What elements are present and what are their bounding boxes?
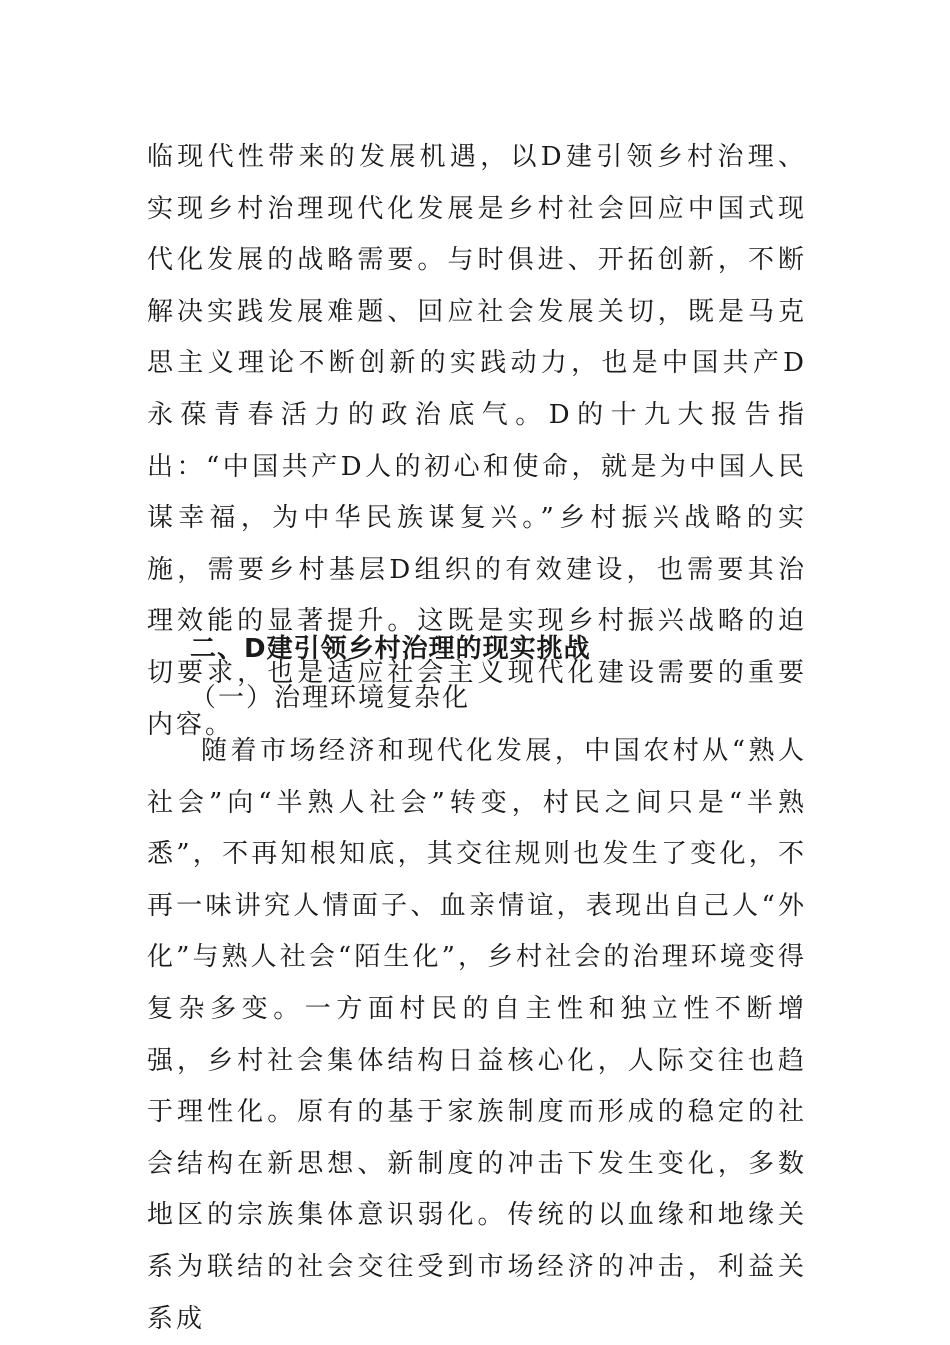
section-heading: 二、D建引领乡村治理的现实挑战 <box>190 634 591 664</box>
body-paragraph: 随着市场经济和现代化发展，中国农村从“熟人社会”向“半熟人社会”转变，村民之间只是“半熟悉”，不再知根知底，其交往规则也发生了变化，不再一味讲究人情面子、血亲情谊，表现出自己人“外化”与熟人社会“陌生化”，乡村社会的治理环境变得复杂多变。一方面村民的自主性和独立性不断增强，乡村社会集体结构日益核心化，人际交往也趋于理性化。原有的基于家族制度而形成的稳定的社会结构在新思想、新制度的冲击下发生变化，多数地区的宗族集体意识弱化。传统的以血缘和地缘关系为联结的社会交往受到市场经济的冲击，利益关系成 <box>147 736 807 1334</box>
body-paragraph: 临现代性带来的发展机遇，以D建引领乡村治理、实现乡村治理现代化发展是乡村社会回应中国式现代化发展的战略需要。与时俱进、开拓创新，不断解决实践发展难题、回应社会发展关切，既是马克思主义理论不断创新的实践动力，也是中国共产D永葆青春活力的政治底气。D的十九大报告指出：“中国共产D人的初心和使命，就是为中国人民谋幸福，为中华民族谋复兴。”乡村振兴战略的实施，需要乡村基层D组织的有效建设，也需要其治理效能的显著提升。这既是实现乡村振兴战略的迫切要求，也是适应社会主义现代化建设需要的重要内容。 <box>147 142 807 740</box>
subsection-heading: （一）治理环境复杂化 <box>190 683 471 713</box>
